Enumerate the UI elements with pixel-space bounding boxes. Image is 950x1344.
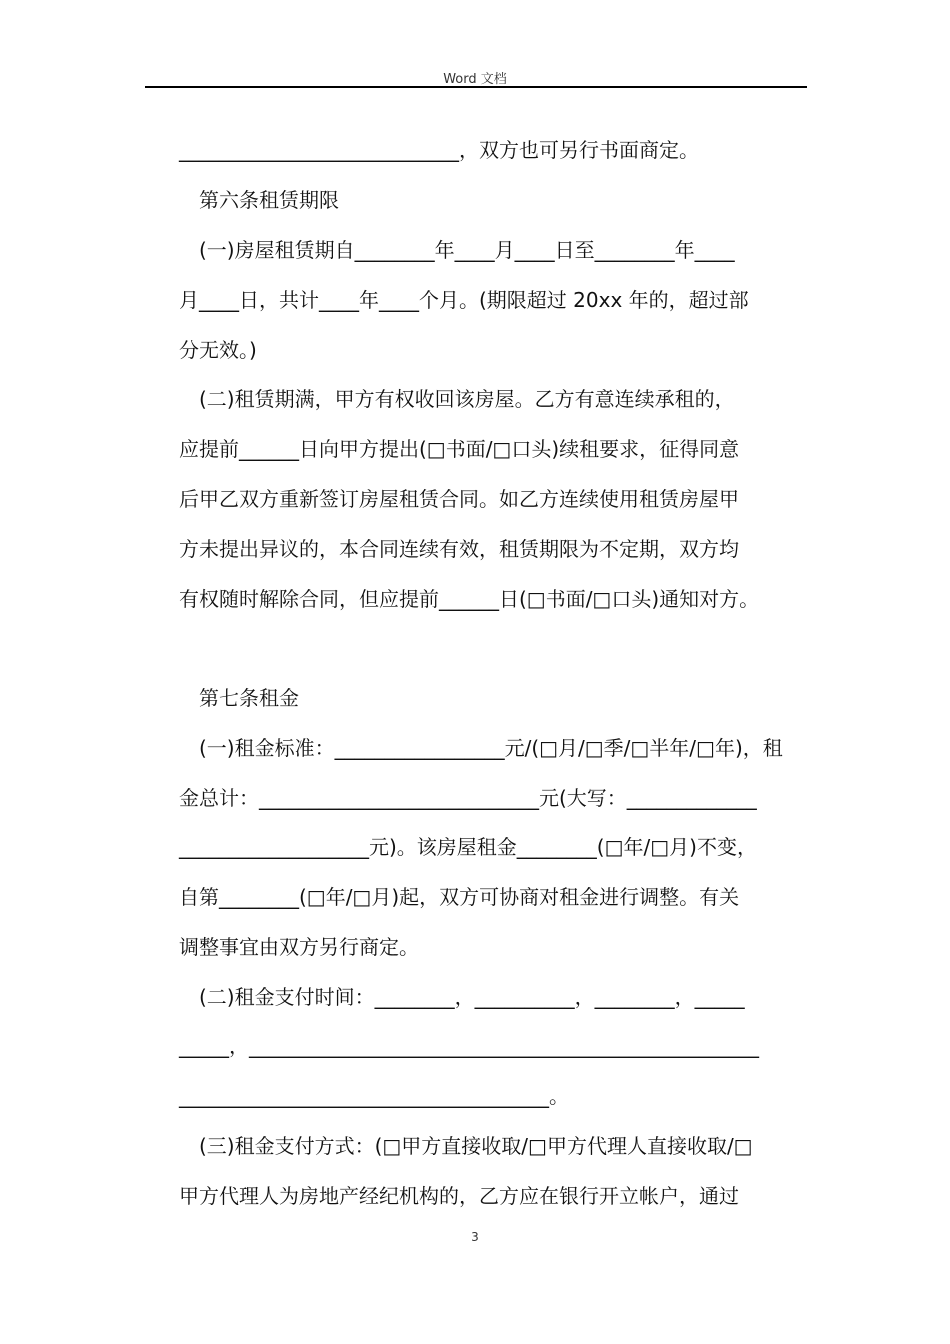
document-line-10: 有权随时解除合同，但应提前______日(□书面/□口头)通知对方。: [179, 587, 760, 611]
document-line-8: 后甲乙双方重新签订房屋租赁合同。如乙方连续使用租赁房屋甲: [179, 487, 739, 511]
document-line-13: 金总计：____________________________元(大写：_____________: [179, 786, 757, 810]
document-line-9: 方未提出异议的，本合同连续有效，租赁期限为不定期，双方均: [179, 537, 739, 561]
document-line-6: (二)租赁期满，甲方有权收回该房屋。乙方有意连续承租的，: [199, 387, 735, 411]
section-heading-7: 第七条租金: [199, 686, 299, 710]
page-number: 3: [471, 1230, 479, 1244]
document-line-19: _____________________________________。: [179, 1084, 569, 1108]
document-line-1: ____________________________，双方也可另行书面商定。: [179, 138, 699, 162]
section-heading-6: 第六条租赁期限: [199, 188, 339, 212]
document-line-12: (一)租金标准：_________________元/(□月/□季/□半年/□年)，租: [199, 736, 783, 760]
document-line-5: 分无效。): [179, 338, 257, 362]
document-line-18: _____，___________________________________________________: [179, 1034, 759, 1058]
document-line-4: 月____日，共计____年____个月。(期限超过 20xx 年的，超过部: [179, 288, 749, 312]
document-line-21: 甲方代理人为房地产经纪机构的，乙方应在银行开立帐户，通过: [179, 1184, 739, 1208]
document-line-17: (二)租金支付时间：________，__________，________，_____: [199, 985, 745, 1009]
header-divider: [145, 86, 807, 88]
document-line-7: 应提前______日向甲方提出(□书面/□口头)续租要求，征得同意: [179, 437, 740, 461]
document-line-15: 自第________(□年/□月)起，双方可协商对租金进行调整。有关: [179, 885, 740, 909]
document-line-20: (三)租金支付方式：(□甲方直接收取/□甲方代理人直接收取/□: [199, 1134, 753, 1158]
document-line-3: (一)房屋租赁期自________年____月____日至________年____: [199, 238, 735, 262]
document-line-14: ___________________元)。该房屋租金________(□年/□月)不变，: [179, 835, 757, 859]
document-line-16: 调整事宜由双方另行商定。: [179, 935, 419, 959]
document-header-title: Word 文档: [443, 72, 507, 87]
